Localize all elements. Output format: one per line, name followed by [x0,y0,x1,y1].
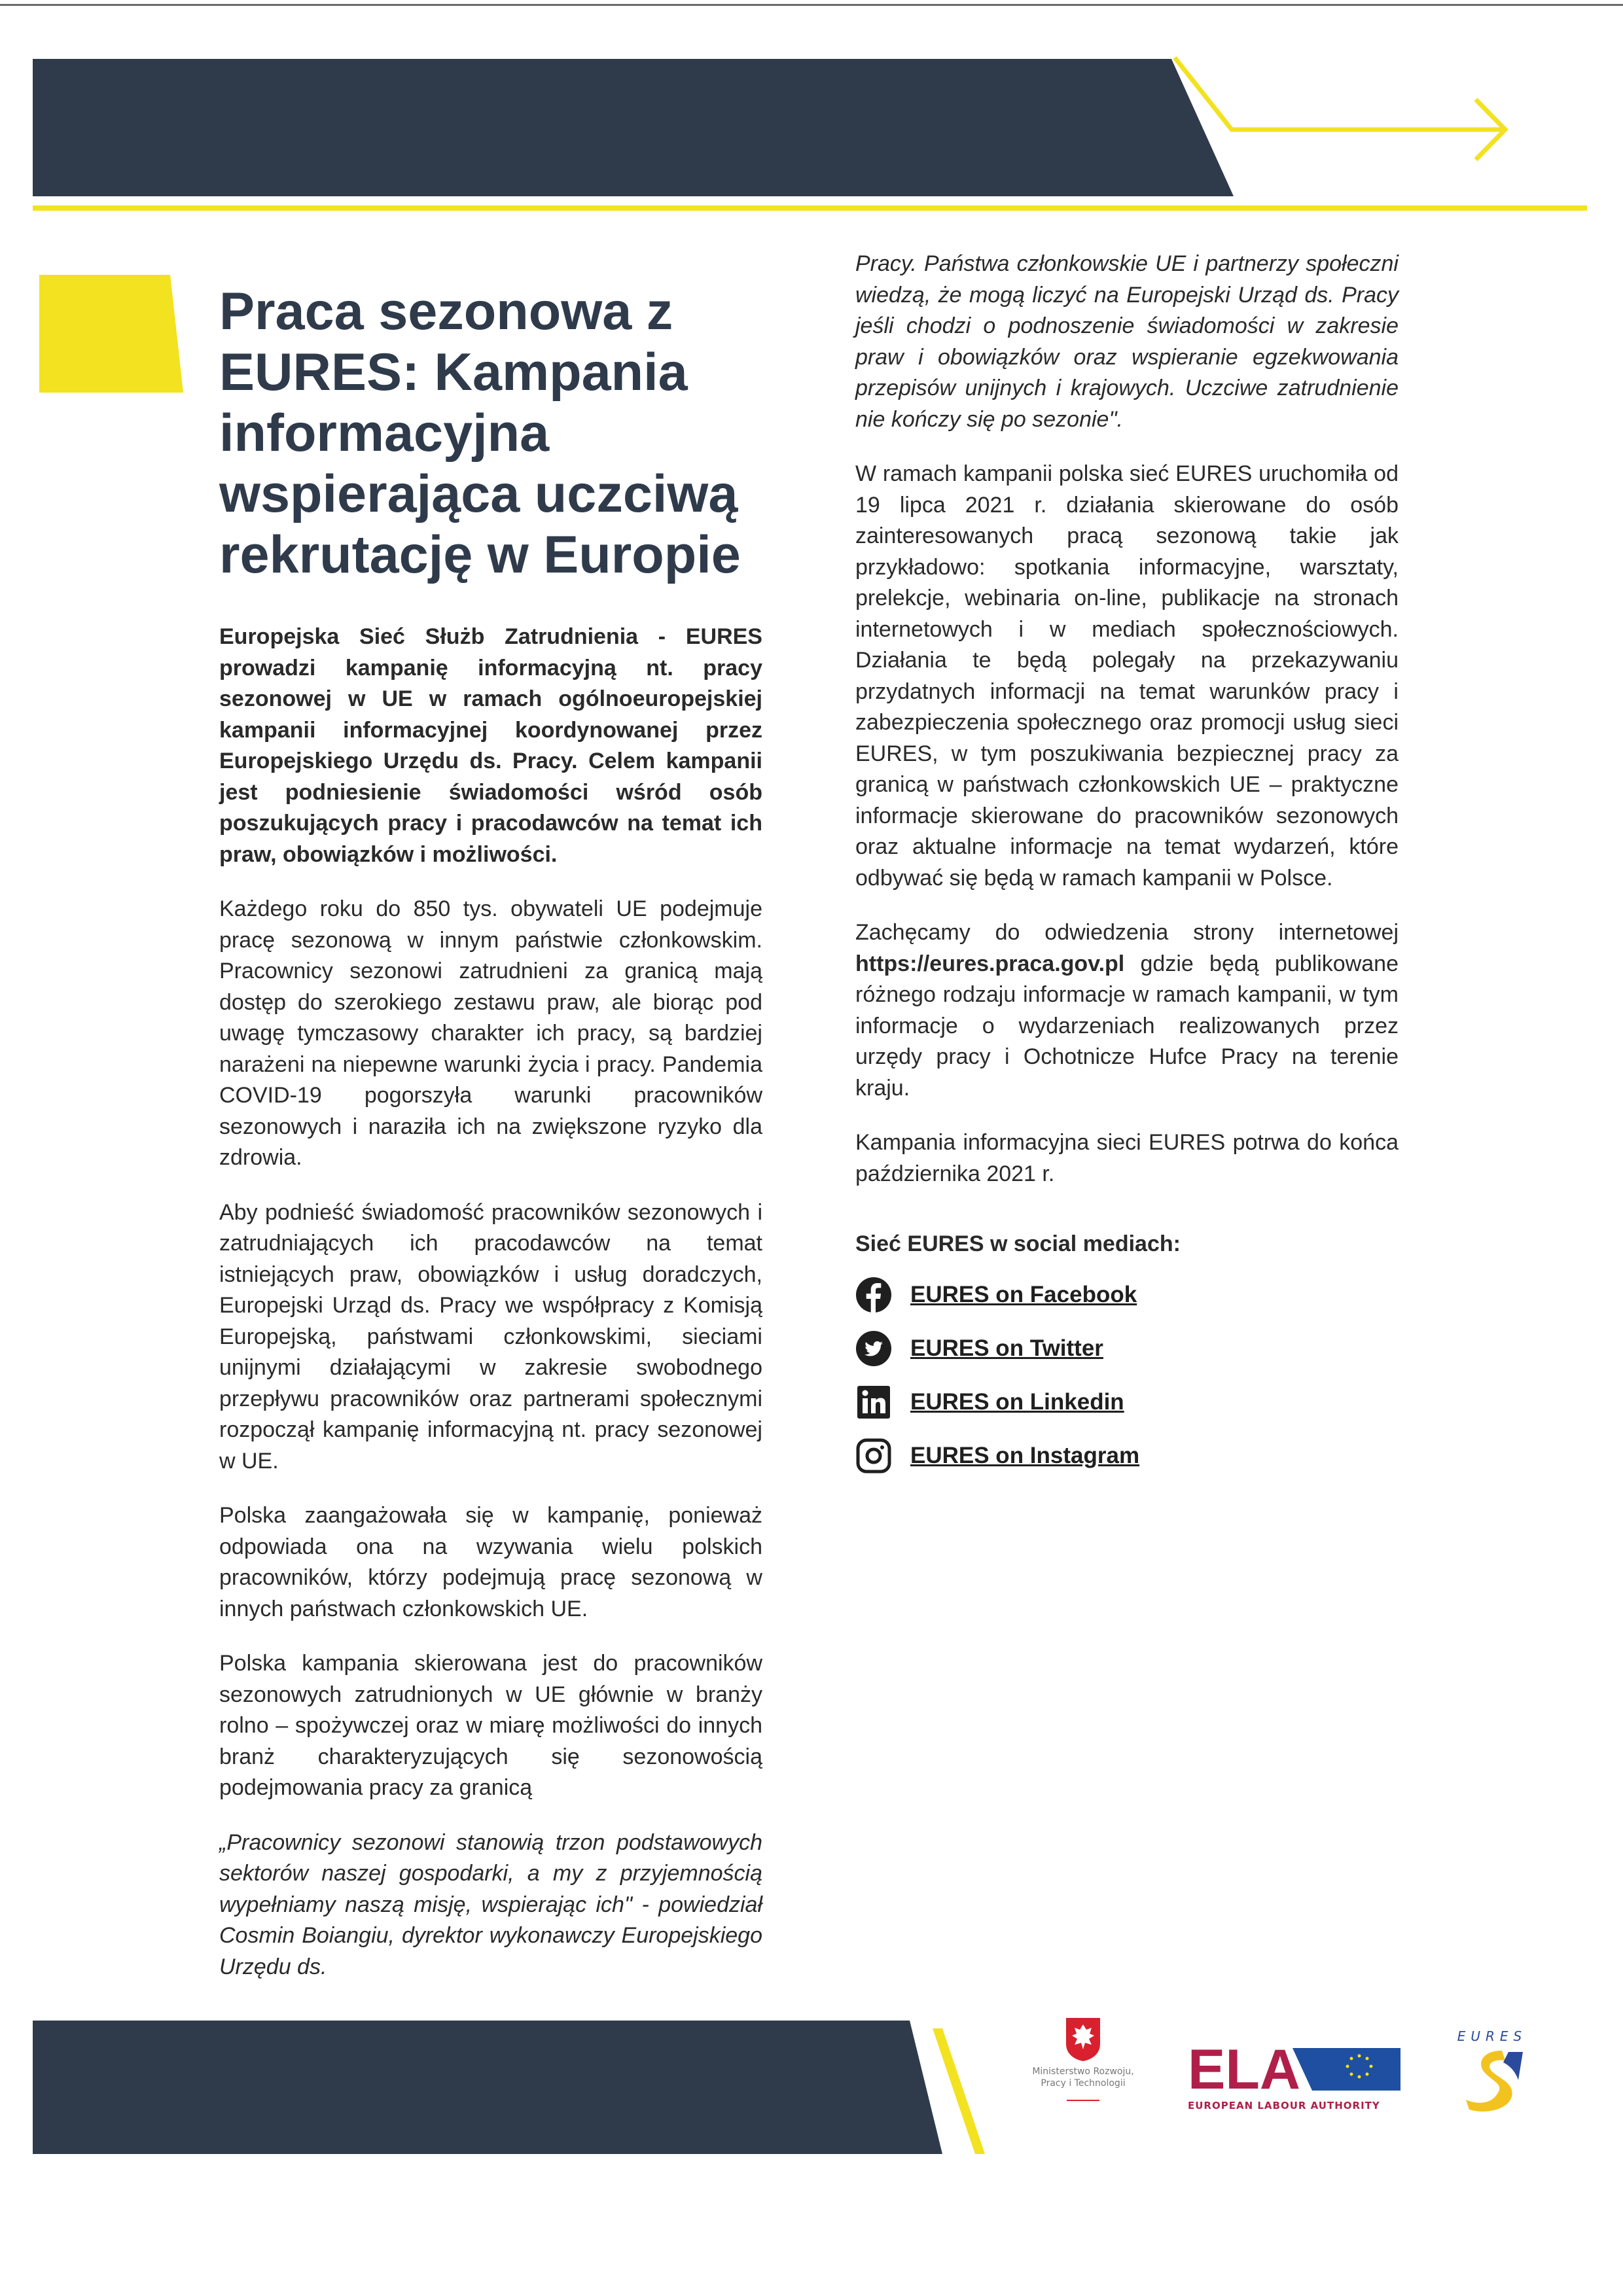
title-yellow-tab [39,275,183,393]
ela-logo [1188,2041,1400,2111]
ela-letters: ELA [1188,2041,1300,2094]
header-navy-band [33,59,1234,196]
website-link[interactable]: https://eures.praca.gov.pl [855,951,1125,976]
paragraph-poland-engagement: Polska zaangażowała się w kampanię, ponieważ odpowiada ona na wzywania wielu polskich pracowników, którzy podejmują pracę sezonową w innych państwach członkowskich UE. [219,1503,762,1621]
footer-banner [0,2002,995,2172]
eures-mark-icon [1456,2044,1528,2116]
quote-paragraph: „Pracownicy sezonowi stanowią trzon podstawowych sektorów naszej gospodarki, a my z przyjemnością wypełniamy naszą misję, wspierając ich" - powiedział Cosmin Boiangiu, dyrektor wykonawczy Europejskiego Urzędu ds. [219,1829,762,1979]
footer-yellow-stroke [933,2028,985,2154]
footer-navy-band [33,2021,942,2154]
facebook-icon [855,1277,892,1313]
social-item-twitter[interactable] [855,1328,1399,1369]
left-column [219,622,762,2006]
social-link-label[interactable]: EURES on Instagram [910,1442,1140,1468]
ministry-name-line1: Ministerstwo Rozwoju, [1032,2066,1134,2077]
header-yellow-rule [33,205,1587,211]
eures-wordmark: EURES [1457,2028,1527,2044]
twitter-icon [855,1330,892,1367]
paragraph-seasonal-workers: Każdego roku do 850 tys. obywateli UE podejmuje pracę sezonową w innym państwie członkowskim. Pracownicy sezonowi zatrudnieni za granicą mają dostęp do szerokiego zestawu praw, ale biorąc pod uwagę tymczasowy charakter ich pracy, są bardziej narażeni na niepewne warunki życia i pracy. Pandemia COVID-19 pogorszyła warunki pracowników sezonowych i naraziła ich na zwiększone ryzyko dla zdrowia. [219,896,762,1170]
paragraph-campaign-actions: W ramach kampanii polska sieć EURES uruchomiła od 19 lipca 2021 r. działania skierowane do osób zainteresowanych pracą sezonową takie jak przykładowo: spotkania informacyjne, warsztaty, prelekcje, webinaria on-line, publikacje na stronach internetowych i w mediach społecznościowych. Działania te będą polegały na przekazywaniu przydatnych informacji na temat warunków pracy i zabezpieczenia społecznego oraz promocji usług sieci EURES, w tym poszukiwania bezpiecznej pracy za granicą w państwach członkowskich UE – praktyczne informacje skierowane do pracowników sezonowych oraz aktualne informacje na temat wydarzeń, które odbywać się będą w ramach kampanii w Polsce. [855,461,1399,891]
ministry-logo [1008,2015,1158,2101]
ela-mark-icon [1188,2041,1400,2094]
polish-eagle-icon [1063,2015,1103,2062]
ela-full-name: EUROPEAN LABOUR AUTHORITY [1188,2100,1380,2111]
header-banner [0,0,1623,222]
social-item-linkedin[interactable] [855,1382,1399,1422]
social-link-label[interactable]: EURES on Facebook [910,1281,1137,1307]
paragraph-campaign-end: Kampania informacyjna sieci EURES potrwa do końca października 2021 r. [855,1130,1399,1186]
quote-continuation: Pracy. Państwa członkowskie UE i partnerzy społeczni wiedzą, że mogą liczyć na Europejski Urząd ds. Pracy jeśli chodzi o podnoszenie świadomości w zakresie praw i obowiązków oraz wspieranie egzekwowania przepisów unijnych i krajowych. Uczciwe zatrudnienie nie kończy się po sezonie". [855,251,1399,432]
social-link-label[interactable]: EURES on Linkedin [910,1388,1124,1415]
right-column [855,249,1399,1489]
paragraph-website [855,917,1399,1104]
paragraph-polish-campaign: Polska kampania skierowana jest do pracowników sezonowych zatrudnionych w UE głównie w branży rolno – spożywczej oraz w miarę możliwości do innych branż charakteryzujących się sezonowością podejmowania pracy za granicą [219,1651,762,1800]
paragraph-awareness: Aby podnieść świadomość pracowników sezonowych i zatrudniających ich pracodawców na temat istniejących praw, obowiązków i usług doradczych, Europejski Urząd ds. Pracy we współpracy z Komisją Europejską, państwami członkowskimi, sieciami unijnymi działającymi w zakresie swobodnego przepływu pracowników oraz partnerami społecznymi rozpoczął kampanię informacyjną nt. pracy sezonowej w UE. [219,1199,762,1474]
website-text-before: Zachęcamy do odwiedzenia strony internetowej [855,920,1399,945]
social-heading: Sieć EURES w social mediach: [855,1231,1181,1256]
linkedin-icon [855,1384,892,1421]
eures-logo [1450,2028,1535,2119]
header-yellow-stroke [1175,58,1505,130]
page-title: Praca sezonowa z EURES: Kampania informacyjna wspierająca uczciwą rekrutację w Europie [219,282,741,584]
ministry-red-line [1067,2100,1099,2101]
social-link-label[interactable]: EURES on Twitter [910,1335,1103,1361]
website-text-after: gdzie będą publikowane różnego rodzaju informacje w ramach kampanii, w tym informacje o wydarzeniach realizowanych przez urzędy pracy i Ochotnicze Hufce Pracy na terenie kraju. [855,951,1399,1101]
social-item-facebook[interactable] [855,1275,1399,1315]
ministry-name-line2: Pracy i Technologii [1041,2078,1126,2089]
lead-paragraph: Europejska Sieć Służb Zatrudnienia - EURES prowadzi kampanię informacyjną nt. pracy sezonowej w UE w ramach ogólnoeuropejskiej kampanii informacyjnej koordynowanej przez Europejskiego Urzędu ds. Pracy. Celem kampanii jest podniesienie świadomości wśród osób poszukujących pracy i pracodawców na temat ich praw, obowiązków i możliwości. [219,624,762,867]
social-item-instagram[interactable] [855,1436,1399,1476]
instagram-icon [855,1438,892,1474]
